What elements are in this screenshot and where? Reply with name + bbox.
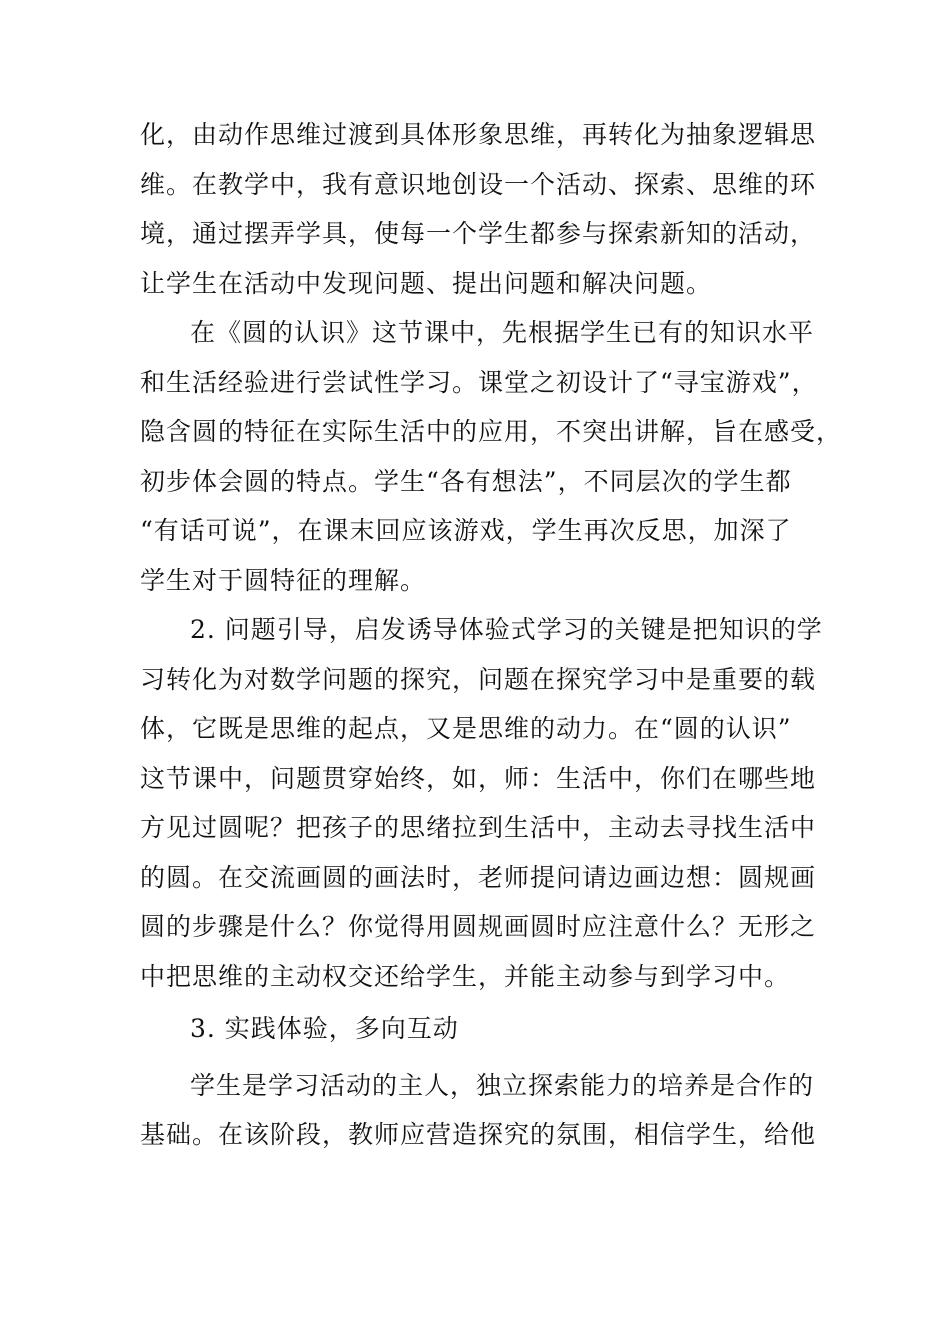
section-heading-text: 3. 实践体验，多向互动	[190, 1014, 459, 1043]
text-line: 方见过圆呢？把孩子的思绪拉到生活中，主动去寻找生活中	[140, 813, 817, 842]
section-heading	[140, 1004, 815, 1054]
paragraph-practice	[140, 1061, 815, 1160]
text-line: 学生对于圆特征的理解。	[140, 565, 427, 595]
text-line: 中把思维的主动权交还给学生，并能主动参与到学习中。	[140, 961, 791, 991]
text-line: 基础。在该阶段，教师应营造探究的氛围，相信学生，给他	[140, 1120, 817, 1149]
text-line: 隐含圆的特征在实际生活中的应用，不突出讲解，旨在感受，	[140, 417, 843, 446]
text-line: 的圆。在交流画圆的画法时，老师提问请边画边想：圆规画	[140, 862, 817, 892]
paragraph-question-guidance	[140, 605, 823, 1001]
text-line: 初步体会圆的特点。学生“各有想法”，不同层次的学生都	[140, 466, 792, 496]
text-line: 体，它既是思维的起点，又是思维的动力。在“圆的认识”	[140, 714, 792, 743]
text-line: 这节课中，问题贯穿始终，如，师：生活中，你们在哪些地	[140, 763, 817, 793]
paragraph-continued	[140, 110, 815, 308]
text-line: 让学生在活动中发现问题、提出问题和解决问题。	[140, 268, 713, 298]
text-line: 2. 问题引导，启发诱导体验式学习的关键是把知识的学	[190, 615, 823, 644]
text-line: 学生是学习活动的主人，独立探索能力的培养是合作的	[190, 1070, 815, 1100]
text-line: “有话可说”，在课末回应该游戏，学生再次反思，加深了	[140, 516, 792, 545]
document-body	[140, 110, 843, 1160]
text-line: 在《圆的认识》这节课中，先根据学生已有的知识水平	[190, 318, 815, 347]
text-line: 化，由动作思维过渡到具体形象思维，再转化为抽象逻辑思	[140, 120, 817, 149]
text-line: 习转化为对数学问题的探究，问题在探究学习中是重要的载	[140, 664, 817, 694]
text-line: 圆的步骤是什么？你觉得用圆规画圆时应注意什么？无形之	[140, 912, 817, 941]
paragraph-circle-lesson	[140, 308, 843, 605]
text-line: 和生活经验进行尝试性学习。课堂之初设计了“寻宝游戏”，	[140, 367, 818, 397]
text-line: 维。在教学中，我有意识地创设一个活动、探索、思维的环	[140, 169, 817, 199]
text-line: 境，通过摆弄学具，使每一个学生都参与探索新知的活动，	[140, 219, 817, 248]
